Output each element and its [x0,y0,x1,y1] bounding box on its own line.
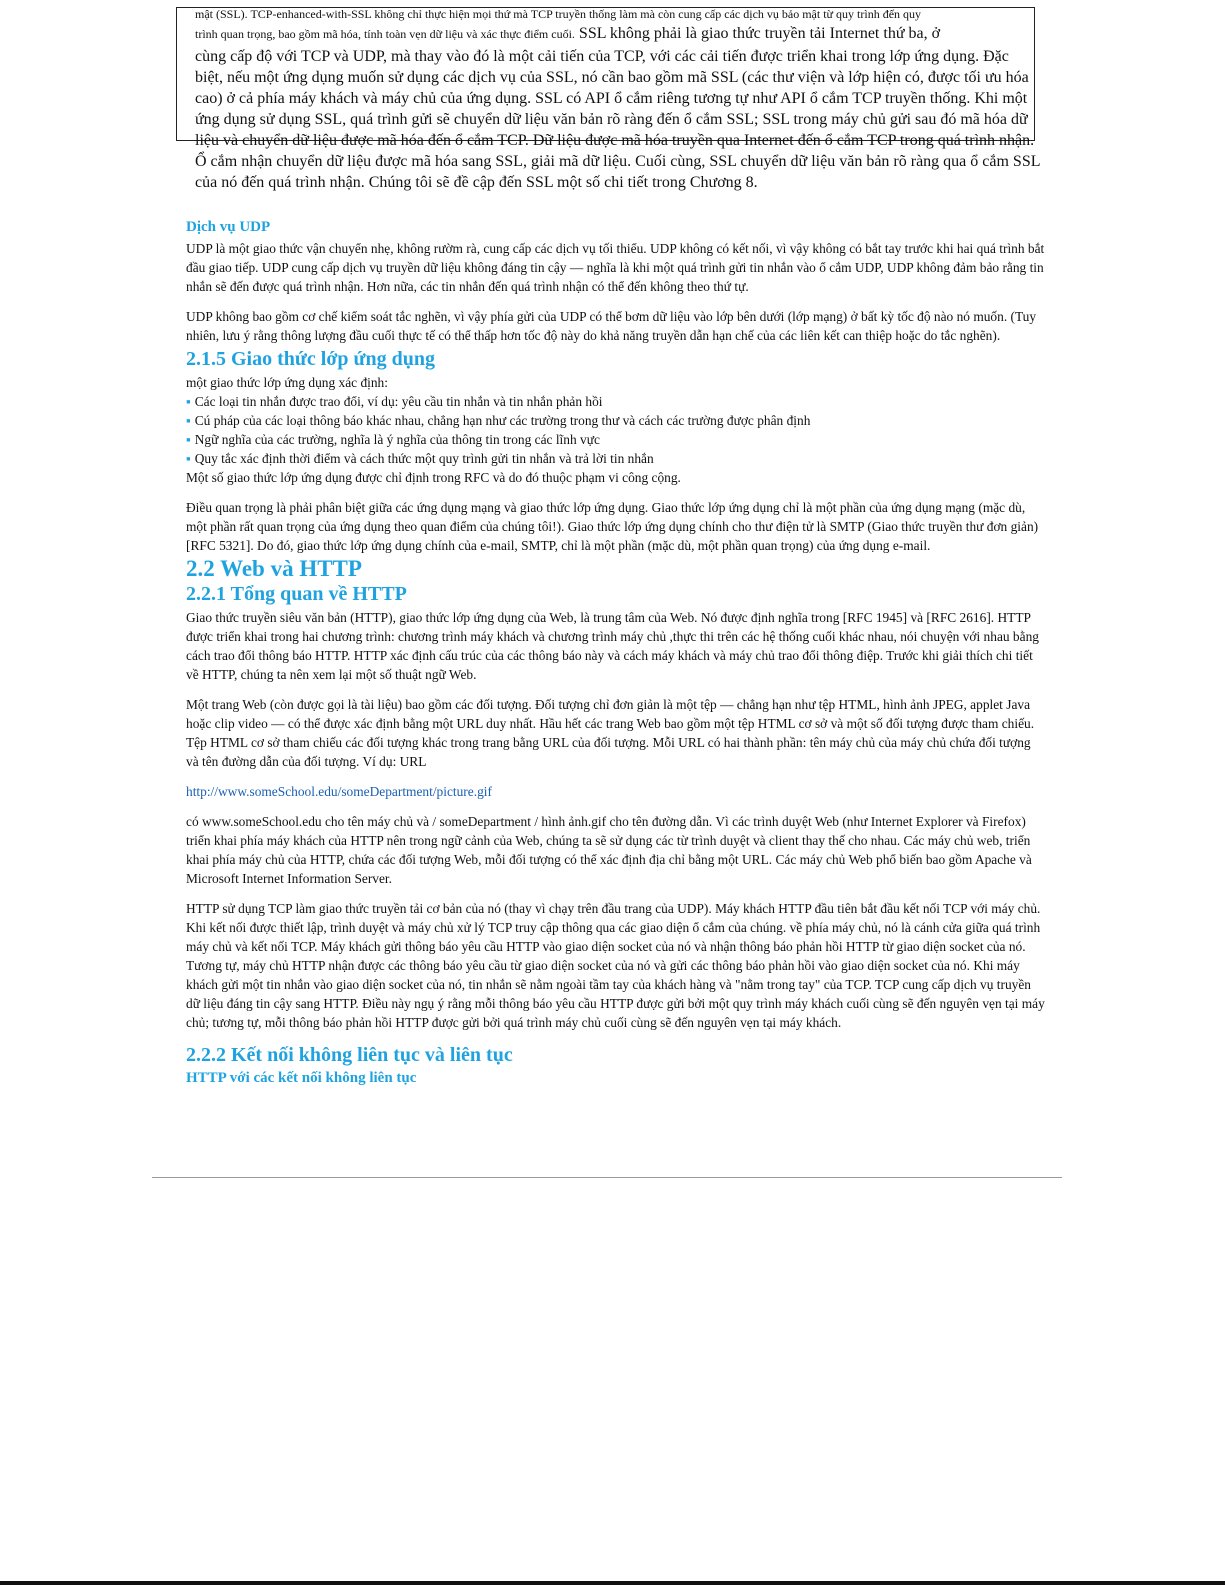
bottom-border [0,1581,1225,1585]
app-protocol-list [186,392,1046,468]
app-protocol-intro: một giao thức lớp ứng dụng xác định: [186,375,388,390]
list-item: ▪ Quy tắc xác định thời điểm và cách thức một quy trình gửi tin nhắn và trả lời tin nhắn [186,451,654,466]
app-protocol-heading: 2.1.5 Giao thức lớp ứng dụng [186,348,436,370]
connections-heading: 2.2.2 Kết nối không liên tục và liên tục [186,1044,513,1066]
http-overview-heading: 2.2.1 Tổng quan về HTTP [186,583,407,605]
ssl-line-2-big: SSL không phải là giao thức truyền tải Internet thứ ba, ở [578,25,941,43]
http-paragraph-2: Một trang Web (còn được gọi là tài liệu) bao gồm các đối tượng. Đối tượng chỉ đơn giản là một tệp — chẳng hạn như tệp HTML, hình ảnh JPEG, applet Java hoặc clip video — có thể được xác định bằng một URL duy nhất. Hầu hết các trang Web bao gồm một tệp HTML cơ sở và một số đối tượng được tham chiếu. Tệp HTML cơ sở tham chiếu các đối tượng khác trong trang bằng URL của đối tượng. Mỗi URL có hai thành phần: tên máy chủ của máy chủ chứa đối tượng và tên đường dẫn của đối tượng. Ví dụ: URL [186,697,1035,769]
http-paragraph-1: Giao thức truyền siêu văn bản (HTTP), giao thức lớp ứng dụng của Web, là trung tâm của Web. Nó được định nghĩa trong [RFC 1945] và [RFC 2616]. HTTP được triển khai trong hai chương trình: chương trình máy khách và chương trình máy chủ ,thực thi trên các hệ thống cuối khác nhau, nói chuyện với nhau bằng cách trao đổi thông báo HTTP. HTTP xác định cấu trúc của các thông báo này và cách máy khách và máy chủ trao đổi thông điệp. Trước khi giải thích chi tiết về HTTP, chúng ta nên xem lại một số thuật ngữ Web. [186,610,1039,682]
ssl-line-2-small: trình quan trọng, bao gồm mã hóa, tính toàn vẹn dữ liệu và xác thực điểm cuối. [195,27,575,42]
ssl-rest: cùng cấp độ với TCP và UDP, mà thay vào đó là một cải tiến của TCP, với các cải tiến được triển khai trong lớp ứng dụng. Đặc biệt, nếu một ứng dụng muốn sử dụng các dịch vụ của SSL, nó cần bao gồm mã SSL (các thư viện và lớp hiện có, được tối ưu hóa cao) ở cả phía máy khách và máy chủ của ứng dụng. SSL có API ổ cắm riêng tương tự như API ổ cắm TCP truyền thống. Khi một ứng dụng sử dụng SSL, quá trình gửi sẽ chuyển dữ liệu văn bản rõ ràng đến ổ cắm SSL; SSL trong máy chủ gửi sau đó mã hóa dữ liệu và chuyển dữ liệu được mã hóa đến ổ cắm TCP. Dữ liệu được mã hóa truyền qua Internet đến ổ cắm TCP trong quá trình nhận. Ổ cắm nhận chuyển dữ liệu được mã hóa sang SSL, giải mã dữ liệu. Cuối cùng, SSL chuyển dữ liệu văn bản rõ ràng qua ổ cắm SSL của nó đến quá trình nhận. Chúng tôi sẽ đề cập đến SSL một số chi tiết trong Chương 8. [195,47,1040,191]
http-paragraph-3: có www.someSchool.edu cho tên máy chủ và / someDepartment / hình ảnh.gif cho tên đường dẫn. Vì các trình duyệt Web (như Internet Explorer và Firefox) triển khai phía máy khách của HTTP nên trong ngữ cảnh của Web, chúng ta sẽ sử dụng các từ trình duyệt và client thay thế cho nhau. Các máy chủ web, triển khai phía máy chủ của HTTP, chứa các đối tượng Web, mỗi đối tượng có thể xác định địa chỉ bằng một URL. Các máy chủ Web phổ biến bao gồm Apache và Microsoft Internet Information Server. [186,814,1032,886]
main-content [186,218,1046,1090]
app-protocol-paragraph-2: Điều quan trọng là phải phân biệt giữa các ứng dụng mạng và giao thức lớp ứng dụng. Giao thức lớp ứng dụng chỉ là một phần của ứng dụng mạng (mặc dù, một phần rất quan trọng của ứng dụng theo quan điểm của chúng tôi!). Giao thức lớp ứng dụng chính cho thư điện tử là SMTP (Giao thức truyền thư đơn giản) [RFC 5321]. Do đó, giao thức lớp ứng dụng chính của e-mail, SMTP, chỉ là một phần (mặc dù, một phần quan trọng) của ứng dụng e-mail. [186,500,1039,553]
page-divider [152,1177,1062,1178]
http-paragraph-4: HTTP sử dụng TCP làm giao thức truyền tải cơ bản của nó (thay vì chạy trên đầu trang của UDP). Máy khách HTTP đầu tiên bắt đầu kết nối TCP với máy chủ. Khi kết nối được thiết lập, trình duyệt và máy chủ xử lý TCP truy cập thông qua các giao diện ổ cắm của chúng. về phía máy chủ, nó là cánh cửa giữa quá trình máy chủ và kết nối TCP. Máy khách gửi thông báo yêu cầu HTTP vào giao diện socket của nó và nhận thông báo phản hồi HTTP từ giao diện socket của nó. Tương tự, máy chủ HTTP nhận được các thông báo yêu cầu từ giao diện socket của nó và gửi các thông báo phản hồi vào giao diện socket của nó. Khi máy khách gửi một tin nhắn vào giao diện socket của nó, tin nhắn sẽ nằm ngoài tầm tay của khách hàng và "nằm trong tay" của TCP. TCP cung cấp dịch vụ truyền dữ liệu đáng tin cậy sang HTTP. Điều này ngụ ý rằng mỗi thông báo yêu cầu HTTP được gửi bởi một quy trình máy khách cuối cùng sẽ đến nguyên vẹn tại máy chủ; tương tự, mỗi thông báo phản hồi HTTP được gửi bởi quá trình máy chủ cuối cùng sẽ đến nguyên vẹn tại máy khách. [186,901,1045,1030]
udp-heading: Dịch vụ UDP [186,219,271,235]
udp-paragraph-2: UDP không bao gồm cơ chế kiểm soát tắc nghẽn, vì vậy phía gửi của UDP có thể bơm dữ liệu vào lớp bên dưới (lớp mạng) ở bất kỳ tốc độ nào nó muốn. (Tuy nhiên, lưu ý rằng thông lượng đầu cuối thực tế có thể thấp hơn tốc độ này do khả năng truyền dẫn hạn chế của các liên kết can thiệp hoặc do tắc nghẽn). [186,309,1037,343]
example-url-link[interactable]: http://www.someSchool.edu/someDepartment/picture.gif [186,784,492,799]
udp-paragraph-1: UDP là một giao thức vận chuyển nhẹ, không rườm rà, cung cấp các dịch vụ tối thiểu. UDP không có kết nối, vì vậy không có bắt tay trước khi hai quá trình bắt đầu giao tiếp. UDP cung cấp dịch vụ truyền dữ liệu không đáng tin cậy — nghĩa là khi một quá trình gửi tin nhắn vào ổ cắm UDP, UDP không đảm bảo rằng tin nhắn sẽ đến được quá trình nhận. Hơn nữa, các tin nhắn đến quá trình nhận có thể đến không theo thứ tự. [186,241,1045,294]
list-item: ▪ Các loại tin nhắn được trao đổi, ví dụ: yêu cầu tin nhắn và tin nhắn phản hồi [186,394,603,409]
app-protocol-after: Một số giao thức lớp ứng dụng được chỉ định trong RFC và do đó thuộc phạm vi công cộng. [186,470,681,485]
ssl-paragraph [195,6,1040,193]
ssl-line-1: mật (SSL). TCP-enhanced-with-SSL không chỉ thực hiện mọi thứ mà TCP truyền thống làm mà còn cung cấp các dịch vụ bảo mật từ quy trình đến quy [195,7,922,21]
list-item: ▪ Ngữ nghĩa của các trường, nghĩa là ý nghĩa của thông tin trong các lĩnh vực [186,432,600,447]
connections-subheading: HTTP với các kết nối không liên tục [186,1070,417,1086]
web-http-heading: 2.2 Web và HTTP [186,556,362,581]
list-item: ▪ Cú pháp của các loại thông báo khác nhau, chẳng hạn như các trường trong thư và cách các trường được phân định [186,413,811,428]
